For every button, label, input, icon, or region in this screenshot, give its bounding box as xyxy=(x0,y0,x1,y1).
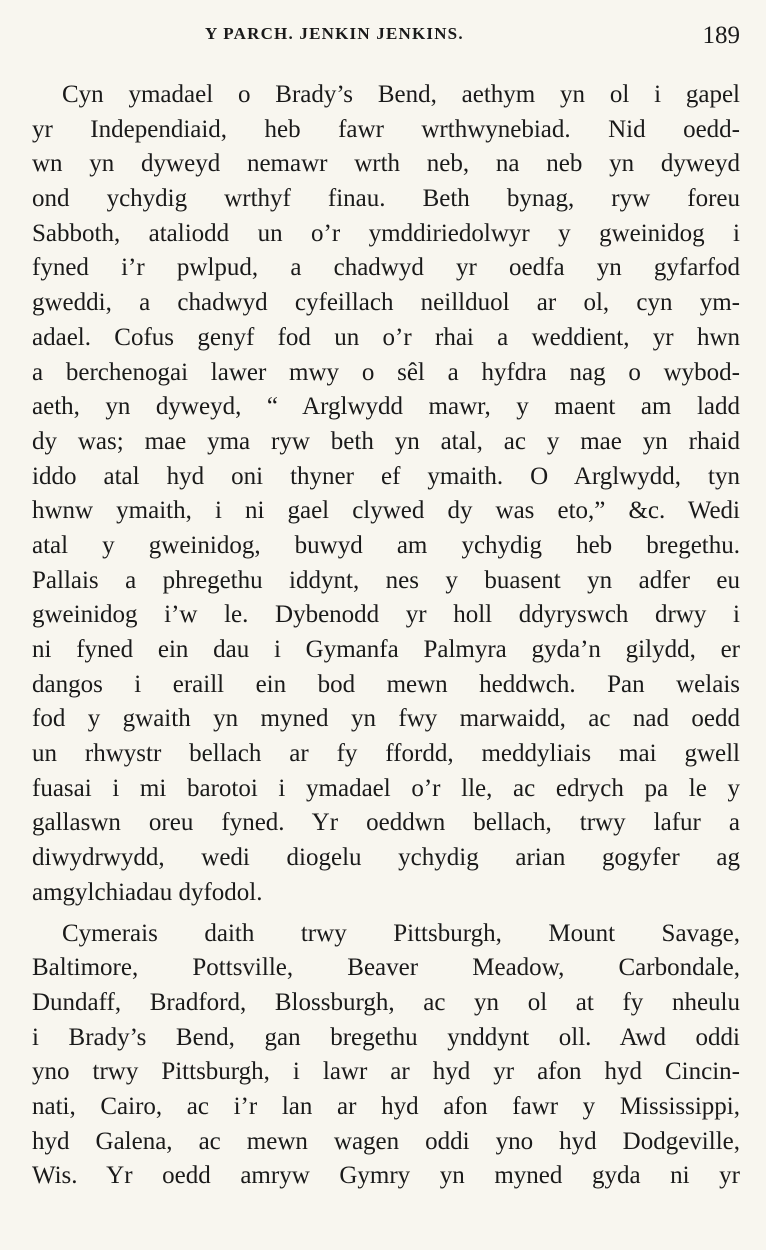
text-line: Pallais a phregethu iddynt, nes y buasent yn adfer eu xyxy=(32,566,740,594)
paragraph xyxy=(32,78,740,911)
text-line: a berchenogai lawer mwy o sêl a hyfdra nag o wybod- xyxy=(32,358,740,386)
text-line: iddo atal hyd oni thyner ef ymaith. O Arglwydd, tyn xyxy=(32,462,740,490)
text-line: atal y gweinidog, buwyd am ychydig heb bregethu. xyxy=(32,531,740,559)
text-line: ond ychydig wrthyf finau. Beth bynag, ryw foreu xyxy=(32,185,740,213)
text-line: yr Independiaid, heb fawr wrthwynebiad. Nid oedd- xyxy=(32,115,740,143)
text-line: Cyn ymadael o Brady’s Bend, aethym yn ol i gapel xyxy=(62,81,740,108)
text-line: nati, Cairo, ac i’r lan ar hyd afon fawr y Mississippi, xyxy=(32,1092,740,1120)
page-number: 189 xyxy=(702,22,740,49)
text-line: Cymerais daith trwy Pittsburgh, Mount Savage, xyxy=(62,919,740,947)
text-line: hyd Galena, ac mewn wagen oddi yno hyd Dodgeville, xyxy=(32,1127,740,1155)
text-line: i Brady’s Bend, gan bregethu ynddynt oll. Awd oddi xyxy=(32,1023,740,1051)
text-line: adael. Cofus genyf fod un o’r rhai a weddient, yr hwn xyxy=(32,323,740,351)
paragraph xyxy=(32,917,740,1195)
running-head xyxy=(0,22,766,56)
text-line: dy was; mae yma ryw beth yn atal, ac y mae yn rhaid xyxy=(32,427,740,455)
text-line: gweinidog i’w le. Dybenodd yr holl ddyryswch drwy i xyxy=(32,601,740,629)
text-line: yno trwy Pittsburgh, i lawr ar hyd yr afon hyd Cincin- xyxy=(32,1058,740,1086)
text-line: dangos i eraill ein bod mewn heddwch. Pan welais xyxy=(32,670,740,698)
text-line: un rhwystr bellach ar fy ffordd, meddyliais mai gwell xyxy=(32,740,740,768)
text-line: fyned i’r pwlpud, a chadwyd yr oedfa yn gyfarfod xyxy=(32,254,740,282)
text-line: fuasai i mi barotoi i ymadael o’r lle, ac edrych pa le y xyxy=(32,774,740,802)
body-text xyxy=(32,78,740,1194)
text-line: Wis. Yr oedd amryw Gymry yn myned gyda ni yr xyxy=(32,1162,740,1190)
text-line: hwnw ymaith, i ni gael clywed dy was eto,” &c. Wedi xyxy=(32,497,740,525)
text-line: amgylchiadau dyfodol. xyxy=(32,878,263,906)
text-line: ni fyned ein dau i Gymanfa Palmyra gyda’n gilydd, er xyxy=(32,636,740,663)
text-line: gweddi, a chadwyd cyfeillach neillduol ar ol, cyn ym- xyxy=(32,289,740,317)
text-line: Sabboth, ataliodd un o’r ymddiriedolwyr y gweinidog i xyxy=(32,219,740,247)
running-title: Y PARCH. JENKIN JENKINS. xyxy=(205,24,464,43)
text-line: Dundaff, Bradford, Blossburgh, ac yn ol at fy nheulu xyxy=(32,988,740,1016)
text-line: diwydrwydd, wedi diogelu ychydig arian gogyfer ag xyxy=(32,844,740,872)
text-line: fod y gwaith yn myned yn fwy marwaidd, ac nad oedd xyxy=(32,705,740,733)
text-line: aeth, yn dyweyd, “ Arglwydd mawr, y maent am ladd xyxy=(32,393,740,421)
text-line: gallaswn oreu fyned. Yr oeddwn bellach, trwy lafur a xyxy=(32,809,740,837)
text-line: Baltimore, Pottsville, Beaver Meadow, Carbondale, xyxy=(32,954,740,982)
text-line: wn yn dyweyd nemawr wrth neb, na neb yn dyweyd xyxy=(32,150,740,178)
